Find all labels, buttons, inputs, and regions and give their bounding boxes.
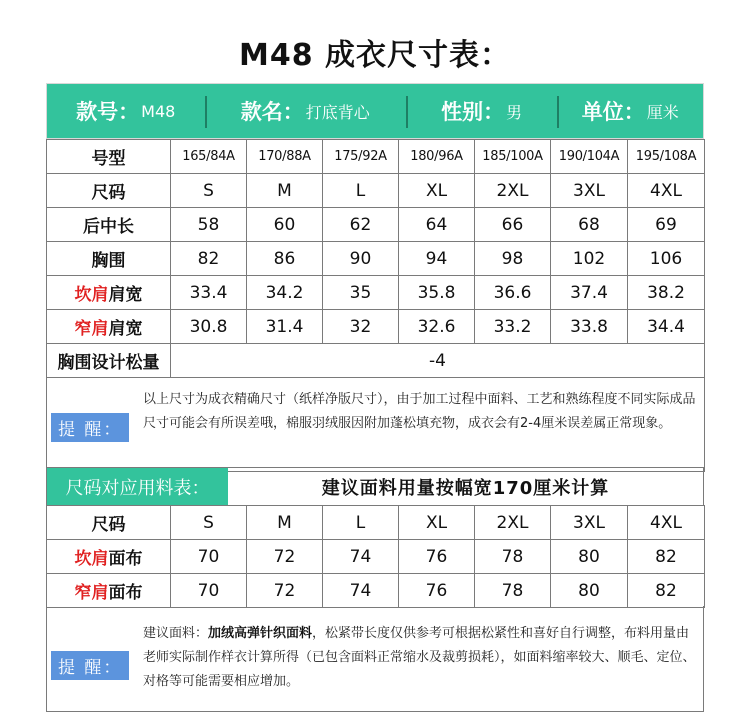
unit: [557, 84, 703, 138]
table-cell: 165/84A: [171, 140, 247, 174]
fabric-note-body: ，松紧带长度仅供参考可根据松紧性和喜好自行调整，布料用量由老师实际制作样衣计算所得（已包含面料正常缩水及裁剪损耗），如面料缩率较大、顺毛、定位、对格等可能需要相应增加。: [143, 626, 696, 689]
table-cell: S: [171, 174, 247, 208]
table-cell: 37.4: [551, 276, 628, 310]
table-cell: 72: [247, 540, 323, 574]
table-cell: 80: [551, 540, 628, 574]
table-cell: 4XL: [628, 506, 705, 540]
table-cell: M: [247, 506, 323, 540]
table-cell: 82: [171, 242, 247, 276]
table-cell: 195/108A: [628, 140, 705, 174]
fabric-section-title: 建议面料用量按幅宽170厘米计算: [321, 477, 610, 499]
table-cell: 102: [551, 242, 628, 276]
row-label: [47, 276, 171, 310]
row-label: 胸围: [47, 242, 171, 276]
row-label: 尺码: [47, 174, 171, 208]
unit-value: 厘米: [646, 102, 679, 122]
table-cell: 2XL: [475, 174, 551, 208]
table-cell: 34.4: [628, 310, 705, 344]
table-cell: 35: [323, 276, 399, 310]
table-cell: 36.6: [475, 276, 551, 310]
row-label-highlight: 坎肩: [74, 549, 109, 569]
table-cell: 90: [323, 242, 399, 276]
table-cell: S: [171, 506, 247, 540]
row-label: [47, 310, 171, 344]
fabric-note-text: [143, 622, 698, 694]
table-row: [47, 574, 705, 608]
size-table: [46, 139, 705, 472]
gender-key: 性别：: [441, 100, 505, 124]
row-label-highlight: 窄肩: [74, 583, 109, 603]
table-cell: 80: [551, 574, 628, 608]
row-label: 尺码: [47, 506, 171, 540]
table-cell: 72: [247, 574, 323, 608]
table-cell: 78: [475, 540, 551, 574]
gender-value: 男: [506, 102, 523, 122]
style-name-value: 打底背心: [305, 102, 370, 122]
table-cell: 34.2: [247, 276, 323, 310]
table-row: [47, 310, 705, 344]
table-cell: 30.8: [171, 310, 247, 344]
row-label: 后中长: [47, 208, 171, 242]
table-cell: 70: [171, 574, 247, 608]
table-cell: 68: [551, 208, 628, 242]
table-cell: 76: [399, 574, 475, 608]
spec-header-bar: [46, 83, 704, 139]
reminder-text: 以上尺寸为成衣精确尺寸（纸样净版尺寸），由于加工过程中面料、工艺和熟练程度不同实际成品尺寸可能会有所误差哦，棉服羽绒服因附加蓬松填充物，成衣会有2-4厘米误差属正常现象。: [143, 392, 696, 431]
table-row: [47, 140, 705, 174]
row-label: [47, 574, 171, 608]
table-cell: M: [247, 174, 323, 208]
fabric-table: [46, 505, 705, 608]
row-label: [47, 540, 171, 574]
table-cell: 190/104A: [551, 140, 628, 174]
table-cell: 62: [323, 208, 399, 242]
table-cell: 58: [171, 208, 247, 242]
table-cell: 185/100A: [475, 140, 551, 174]
style-number-key: 款号：: [76, 100, 140, 124]
table-cell: 35.8: [399, 276, 475, 310]
table-row: [47, 540, 705, 574]
table-cell: 170/88A: [247, 140, 323, 174]
table-row: [47, 242, 705, 276]
table-cell: 60: [247, 208, 323, 242]
table-cell: 64: [399, 208, 475, 242]
row-label: 号型: [47, 140, 171, 174]
row-label-highlight: 窄肩: [74, 319, 109, 339]
row-label-text: 肩宽: [108, 319, 143, 339]
table-cell: L: [323, 174, 399, 208]
row-label-text: 面布: [108, 549, 143, 569]
gender: [406, 84, 558, 138]
table-row: [47, 208, 705, 242]
table-cell: 98: [475, 242, 551, 276]
table-cell: 70: [171, 540, 247, 574]
fabric-section-header: [46, 467, 704, 506]
style-number: [47, 84, 205, 138]
note-cell: [47, 378, 705, 472]
table-cell: 78: [475, 574, 551, 608]
table-cell: 3XL: [551, 174, 628, 208]
table-cell: 33.8: [551, 310, 628, 344]
reminder-badge: 提 醒：: [51, 651, 129, 680]
table-cell: XL: [399, 506, 475, 540]
table-cell: 32.6: [399, 310, 475, 344]
table-cell: 106: [628, 242, 705, 276]
table-row: [47, 344, 705, 378]
table-cell: 82: [628, 574, 705, 608]
fabric-note-prefix: 建议面料：: [143, 626, 209, 641]
table-cell: 33.2: [475, 310, 551, 344]
row-label-highlight: 坎肩: [74, 285, 109, 305]
table-row: [47, 506, 705, 540]
table-cell: 175/92A: [323, 140, 399, 174]
table-cell: 69: [628, 208, 705, 242]
reminder-badge: 提 醒：: [51, 413, 129, 442]
table-cell: 76: [399, 540, 475, 574]
style-name: [205, 84, 406, 138]
row-label-text: 面布: [108, 583, 143, 603]
table-cell: 38.2: [628, 276, 705, 310]
table-cell: -4: [171, 344, 705, 378]
table-cell: L: [323, 506, 399, 540]
unit-key: 单位：: [581, 100, 645, 124]
style-name-key: 款名：: [240, 100, 304, 124]
row-label: 胸围设计松量: [47, 344, 171, 378]
style-number-value: M48: [141, 101, 176, 121]
table-cell: 74: [323, 574, 399, 608]
table-cell: 82: [628, 540, 705, 574]
table-cell: 74: [323, 540, 399, 574]
table-cell: 94: [399, 242, 475, 276]
page-title: M48 成衣尺寸表：: [238, 38, 512, 73]
table-row: [47, 174, 705, 208]
table-cell: 31.4: [247, 310, 323, 344]
table-cell: 3XL: [551, 506, 628, 540]
table-cell: 32: [323, 310, 399, 344]
table-cell: 66: [475, 208, 551, 242]
fabric-section-tab: 尺码对应用料表：: [47, 468, 228, 505]
fabric-note: [46, 606, 704, 712]
table-cell: 86: [247, 242, 323, 276]
table-cell: XL: [399, 174, 475, 208]
row-label-text: 肩宽: [108, 285, 143, 305]
table-row: [47, 276, 705, 310]
table-cell: 180/96A: [399, 140, 475, 174]
fabric-note-fabric: 加绒高弹针织面料: [208, 626, 313, 641]
note-row: [47, 378, 705, 472]
table-cell: 2XL: [475, 506, 551, 540]
table-cell: 4XL: [628, 174, 705, 208]
table-cell: 33.4: [171, 276, 247, 310]
